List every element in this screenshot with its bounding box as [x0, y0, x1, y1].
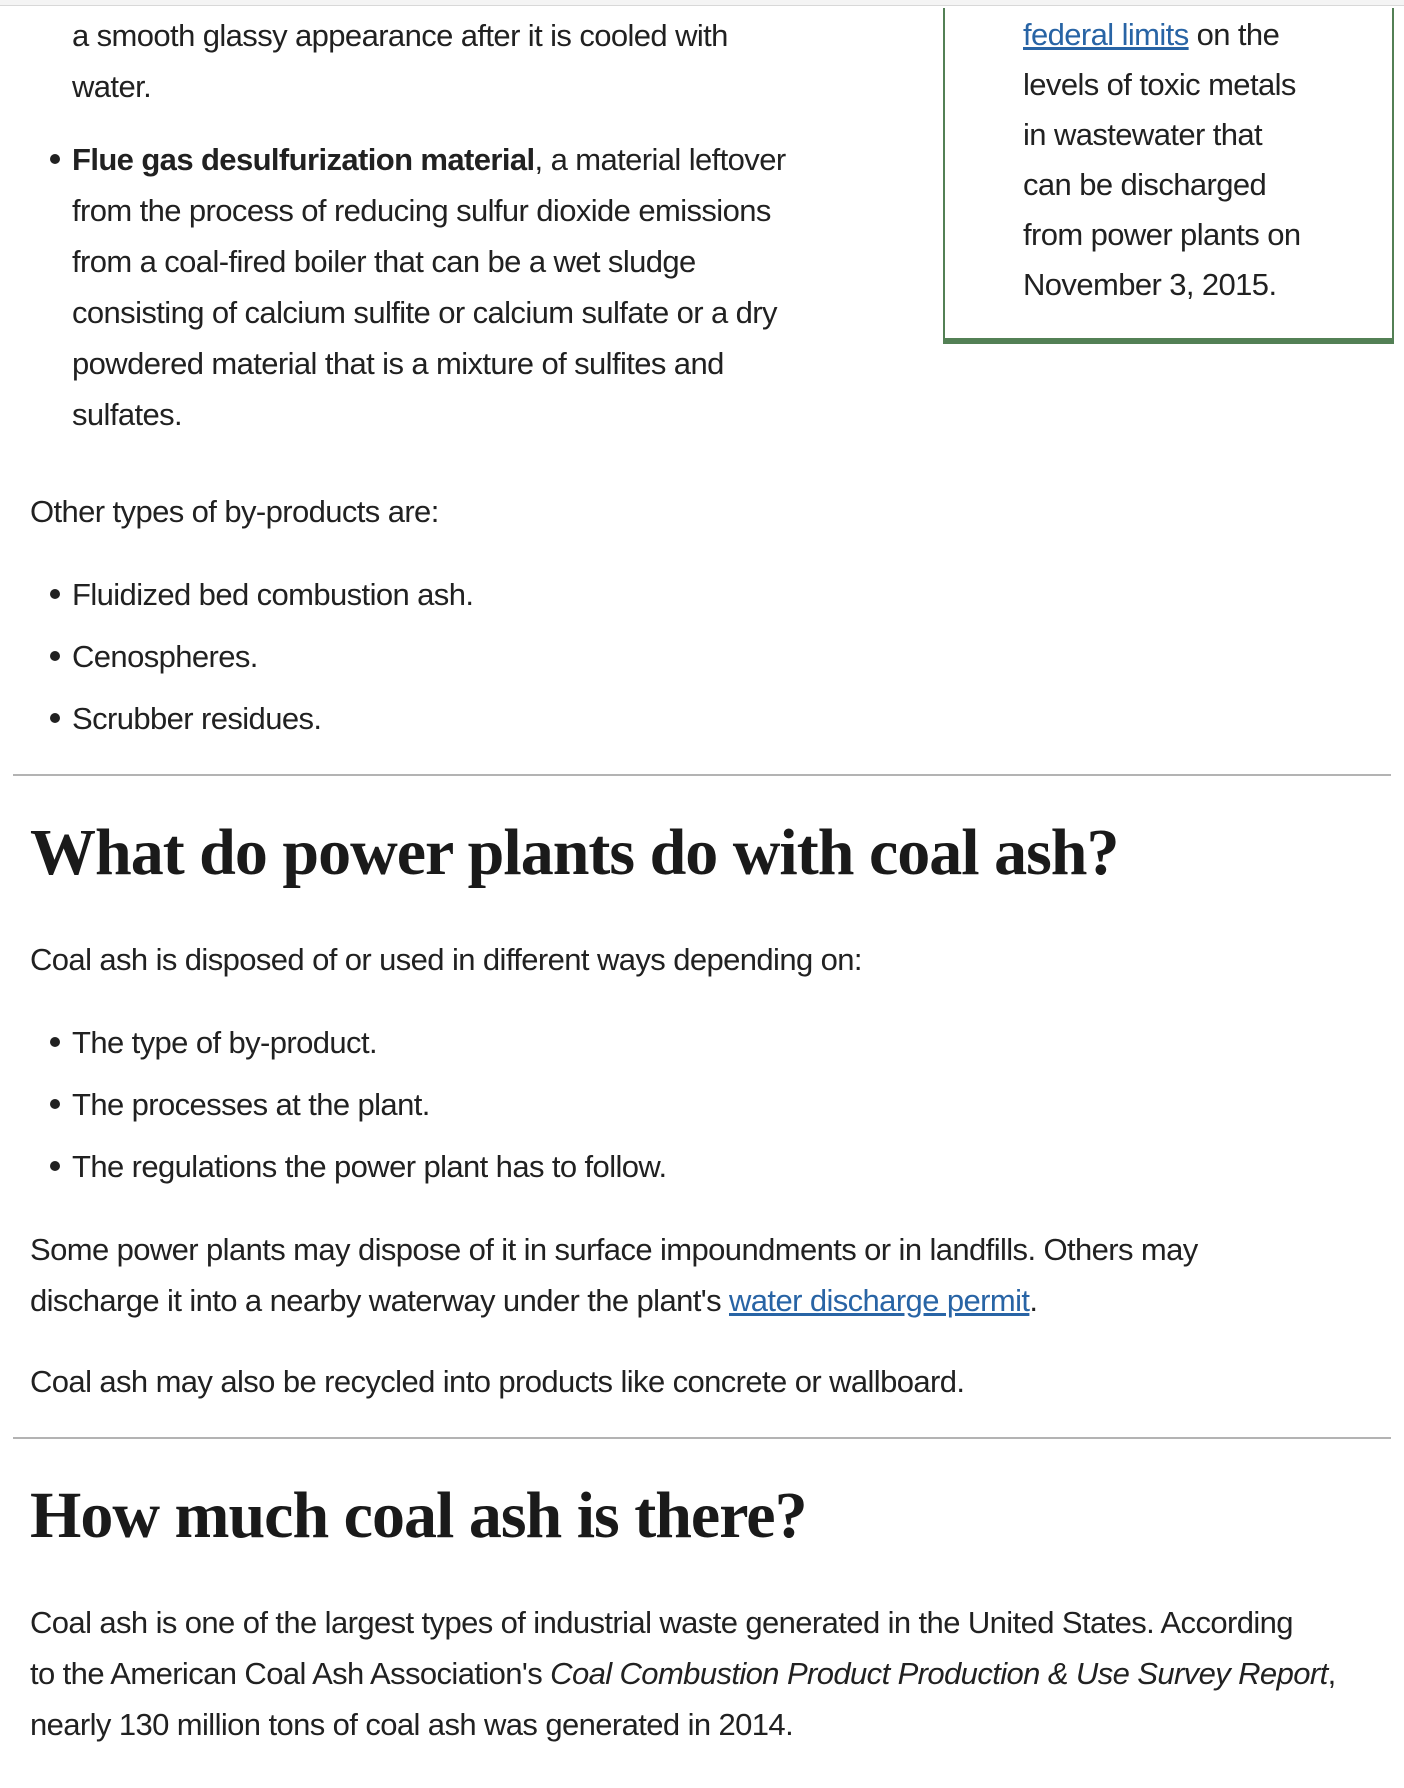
report-title-italic: Coal Combustion Product Production & Use Survey Report	[550, 1655, 1328, 1691]
list-item-text: a smooth glassy appearance after it is cooled with water.	[72, 18, 728, 104]
disposal-paragraph	[30, 1224, 1374, 1326]
recycled-paragraph: Coal ash may also be recycled into products like concrete or wallboard.	[30, 1363, 965, 1399]
section-heading-disposal: What do power plants do with coal ash?	[30, 816, 1119, 889]
list-item	[30, 1079, 1374, 1130]
federal-limits-link[interactable]: federal limits	[1023, 17, 1189, 52]
amount-paragraph	[30, 1597, 1374, 1750]
list-item-bold-term: Flue gas desulfurization material	[72, 142, 535, 177]
other-types-list	[30, 569, 1374, 744]
list-item-text: The type of by-product.	[72, 1024, 377, 1060]
other-types-intro: Other types of by-products are:	[30, 494, 439, 529]
paragraph-text: Some power plants may dispose of it in surface impoundments or in landfills. Others may discharge it into a nearby waterway under the plant's	[30, 1231, 1198, 1318]
disposal-factors-list	[30, 1017, 1374, 1192]
list-item	[30, 569, 1374, 620]
section-divider	[13, 774, 1391, 776]
list-item	[30, 693, 1374, 744]
list-item	[30, 134, 930, 440]
paragraph-text-end: , nearly 130 million tons of coal ash was generated in 2014.	[30, 1655, 1336, 1742]
paragraph-text-end: .	[1029, 1282, 1038, 1318]
list-item-text: The regulations the power plant has to follow.	[72, 1148, 667, 1184]
list-item	[30, 1141, 1374, 1192]
list-item-text: Cenospheres.	[72, 639, 258, 674]
section-heading-amount: How much coal ash is there?	[30, 1478, 807, 1552]
box-text-rest: on the levels of toxic metals in wastewater that can be discharged from power plants on November 3, 2015.	[1023, 17, 1301, 302]
water-discharge-permit-link[interactable]: water discharge permit	[729, 1282, 1030, 1318]
section-divider	[13, 1437, 1391, 1439]
byproduct-list	[30, 10, 930, 440]
list-item-text: Fluidized bed combustion ash.	[72, 577, 474, 612]
list-item	[30, 10, 930, 112]
list-item-text: The processes at the plant.	[72, 1086, 430, 1122]
list-item-text: , a material leftover from the process of reducing sulfur dioxide emissions from a coal-fired boiler that can be a wet sludge consisting of calcium sulfite or calcium sulfate or a dry powdered material that is a mixture of sulfites and sulfates.	[72, 142, 786, 432]
paragraph-text: Coal ash is one of the largest types of industrial waste generated in the United States. According to the American Coal Ash Association's	[30, 1604, 1293, 1691]
box-text	[1023, 17, 1300, 302]
list-item	[30, 1017, 1374, 1068]
list-item	[30, 631, 1374, 682]
disposal-intro: Coal ash is disposed of or used in different ways depending on:	[30, 941, 862, 977]
highlight-box	[943, 8, 1394, 344]
page-top-divider	[0, 0, 1404, 6]
list-item-text: Scrubber residues.	[72, 701, 322, 736]
